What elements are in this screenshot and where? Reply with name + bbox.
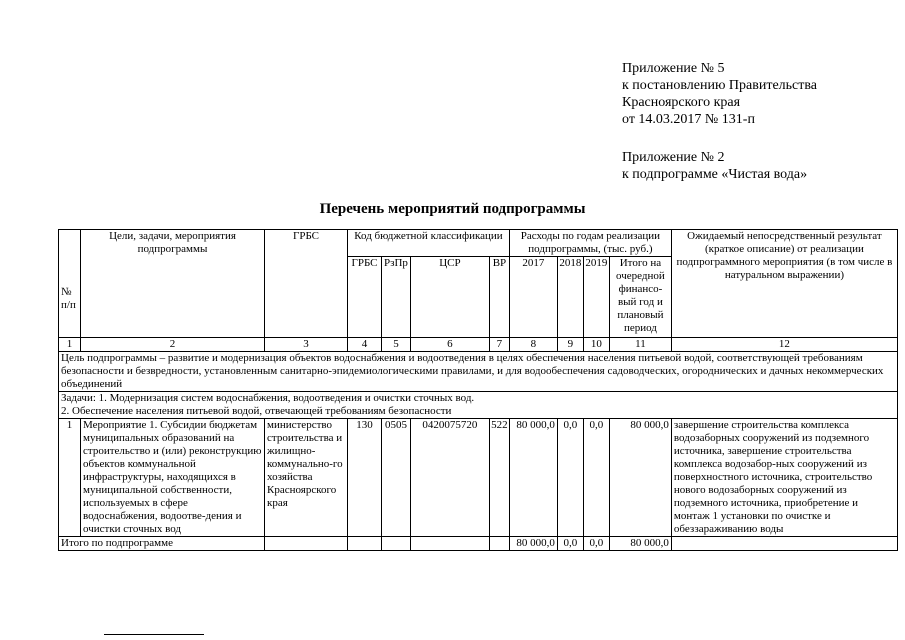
column-number: 11 [609,338,671,352]
measure-total: 80 000,0 [609,419,671,537]
header-code-rzpr: РзПр [382,257,411,338]
document-title: Перечень мероприятий подпрограммы [319,201,586,217]
appendix-line: к постановлению Правительства [622,78,818,93]
measures-table [58,229,898,551]
table-row [59,537,898,551]
measure-code-rzpr: 0505 [382,419,411,537]
column-number: 10 [583,338,609,352]
total-2017: 80 000,0 [509,537,557,551]
column-number: 1 [59,338,81,352]
measure-num: 1 [59,419,81,537]
column-number: 7 [489,338,509,352]
measure-code-vr: 522 [489,419,509,537]
header-code-vr: ВР [489,257,509,338]
header-year-2017: 2017 [509,257,557,338]
column-number: 9 [557,338,583,352]
measure-code-csr: 0420075720 [410,419,489,537]
column-number: 6 [410,338,489,352]
measure-code-grbs: 130 [348,419,382,537]
header-goals: Цели, задачи, мероприятия подпрограммы [81,230,265,338]
column-number: 5 [382,338,411,352]
column-number: 2 [81,338,265,352]
header-code-group: Код бюджетной классификации [348,230,510,257]
header-num: № п/п [59,230,81,338]
task-line: 2. Обеспечение населения питьевой водой, отвечающей требованиям безопасности [61,405,452,417]
column-number: 4 [348,338,382,352]
header-expenses-group: Расходы по годам реализации подпрограммы, (тыс. руб.) [509,230,671,257]
appendix-line: к подпрограмме «Чистая вода» [622,167,808,182]
appendix-line: от 14.03.2017 № 131-п [622,112,755,127]
column-number: 8 [509,338,557,352]
header-code-csr: ЦСР [410,257,489,338]
appendix-line: Приложение № 5 [622,61,725,76]
tasks-row [59,392,898,419]
goal-row: Цель подпрограммы – развитие и модернизация объектов водоснабжения и водоотведения в целях обеспечения населения питьевой водой, соответствующей требованиям безопасности и безвредности, установленным санитарно-эпидемиологическими правилами, и для водообеспечения садоводческих, огороднических и дачных некоммерческих объединений [59,352,898,392]
total-label: Итого по подпрограмме [59,537,265,551]
header-code-grbs: ГРБС [348,257,382,338]
column-number: 3 [265,338,348,352]
appendix-block [622,60,817,183]
footer-rule [104,634,204,635]
table-row [59,419,898,537]
measure-result: завершение строительства комплекса водозаборных сооружений из подземного источника, завершение строительства комплекса водозабор-ных сооружений из поверхностного источника, строительство нового водозаборных сооружений из подземного источника, приобретение и монтаж 1 установки по очистке и обеззараживанию воды [671,419,897,537]
appendix-line: Приложение № 2 [622,150,725,165]
header-year-2019: 2019 [583,257,609,338]
task-line: Задачи: 1. Модернизация систем водоснабжения, водоотведения и очистки сточных вод. [61,392,475,404]
column-number: 12 [671,338,897,352]
appendix-line: Красноярского края [622,95,741,110]
measure-2019: 0,0 [583,419,609,537]
measure-grbs: министерство строительства и жилищно-коммунально-го хозяйства Красноярского края [265,419,348,537]
header-total: Итого на очередной финансо-вый год и плановый период [609,257,671,338]
total-sum: 80 000,0 [609,537,671,551]
header-result: Ожидаемый непосредственный результат (краткое описание) от реализации подпрограммного мероприятия (в том числе в натуральном выражении) [671,230,897,338]
total-2019: 0,0 [583,537,609,551]
header-grbs: ГРБС [265,230,348,338]
total-2018: 0,0 [557,537,583,551]
measure-2018: 0,0 [557,419,583,537]
measure-2017: 80 000,0 [509,419,557,537]
header-year-2018: 2018 [557,257,583,338]
measure-name: Мероприятие 1. Субсидии бюджетам муниципальных образований на строительство и (или) реконструкцию объектов коммунальной инфраструктуры, находящихся в муниципальной собственности, используемых в сфере водоснабжения, водоотве-дения и очистки сточных вод [81,419,265,537]
